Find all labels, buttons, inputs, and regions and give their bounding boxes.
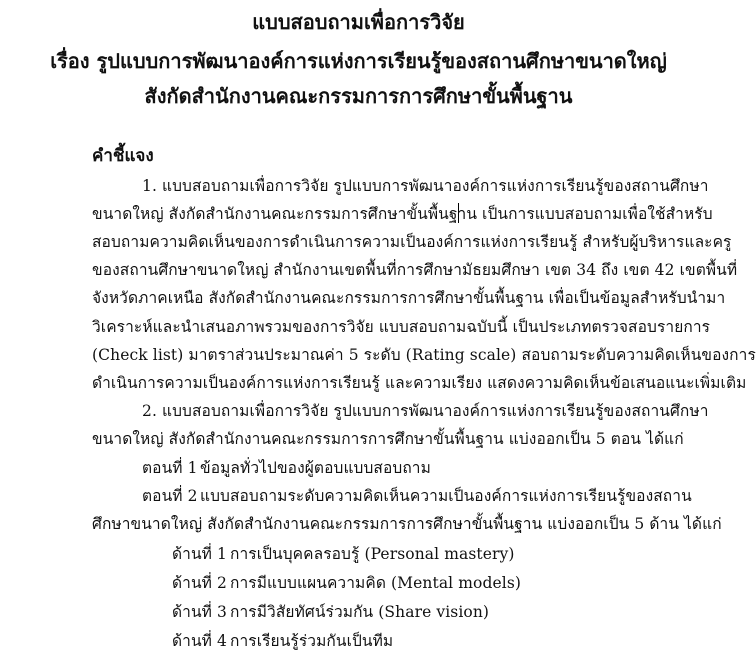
- aspect-text: การเป็นบุคคลรอบรู้ (Personal mastery): [230, 545, 515, 563]
- paragraph1-line: วิเคราะห์และนำเสนอภาพรวมของการวิจัย แบบสอบถามฉบับนี้ เป็นประเภทตรวจสอบรายการ: [92, 318, 711, 336]
- aspect-text: การเรียนรู้ร่วมกันเป็นทีม: [230, 632, 394, 650]
- section-heading-instructions: คำชี้แจง: [92, 146, 154, 166]
- aspect-label: ด้านที่ 1: [172, 545, 227, 563]
- document-subject: เรื่อง รูปแบบการพัฒนาองค์การแห่งการเรียนรู้ของสถานศึกษาขนาดใหญ่: [50, 49, 667, 73]
- part2-continuation: ศึกษาขนาดใหญ่ สังกัดสำนักงานคณะกรรมการการศึกษาขั้นพื้นฐาน แบ่งออกเป็น 5 ด้าน ได้แก่: [92, 515, 722, 533]
- paragraph1-line: สอบถามความคิดเห็นของการดำเนินการความเป็นองค์การแห่งการเรียนรู้ สำหรับผู้บริหารและครู: [92, 233, 732, 251]
- part-label: ตอนที่ 2: [142, 487, 198, 505]
- part-text: แบบสอบถามระดับความคิดเห็นความเป็นองค์การแห่งการเรียนรู้ของสถาน: [200, 487, 692, 505]
- document-title: แบบสอบถามเพื่อการวิจัย: [252, 10, 465, 34]
- aspect-item: [172, 572, 521, 594]
- aspect-item: [172, 601, 489, 623]
- aspect-label: ด้านที่ 4: [172, 632, 227, 650]
- part-item: [142, 485, 692, 507]
- paragraph1-line-with-cursor: [92, 203, 713, 225]
- aspect-item: [172, 543, 515, 565]
- paragraph2-line: 2. แบบสอบถามเพื่อการวิจัย รูปแบบการพัฒนาองค์การแห่งการเรียนรู้ของสถานศึกษา: [142, 402, 709, 420]
- aspect-label: ด้านที่ 2: [172, 574, 227, 592]
- paragraph1-line: (Check list) มาตราส่วนประมาณค่า 5 ระดับ (Rating scale) สอบถามระดับความคิดเห็นของการ: [92, 346, 756, 364]
- aspect-label: ด้านที่ 3: [172, 603, 227, 621]
- document-affiliation: สังกัดสำนักงานคณะกรรมการการศึกษาขั้นพื้นฐาน: [144, 84, 573, 108]
- aspect-text: การมีวิสัยทัศน์ร่วมกัน (Share vision): [230, 603, 490, 621]
- part-label: ตอนที่ 1: [142, 459, 198, 477]
- paragraph1-line: ของสถานศึกษาขนาดใหญ่ สำนักงานเขตพื้นที่การศึกษามัธยมศึกษา เขต 34 ถึง เขต 42 เขตพื้นที่: [92, 261, 738, 279]
- paragraph2-line: ขนาดใหญ่ สังกัดสำนักงานคณะกรรมการการศึกษาขั้นพื้นฐาน แบ่งออกเป็น 5 ตอน ได้แก่: [92, 430, 684, 448]
- paragraph1-line: ดำเนินการความเป็นองค์การแห่งการเรียนรู้ และความเรียง แสดงความคิดเห็นข้อเสนอแนะเพิ่มเติม: [92, 374, 747, 392]
- part-item: [142, 457, 431, 479]
- part-text: ข้อมูลทั่วไปของผู้ตอบแบบสอบถาม: [200, 459, 431, 477]
- paragraph1-line: 1. แบบสอบถามเพื่อการวิจัย รูปแบบการพัฒนาองค์การแห่งการเรียนรู้ของสถานศึกษา: [142, 177, 709, 195]
- aspect-item-partial: [172, 630, 393, 652]
- aspect-text: การมีแบบแผนความคิด (Mental models): [230, 574, 522, 592]
- paragraph1-text-after-cursor: าน เป็นการแบบสอบถามเพื่อใช้สำหรับ: [457, 205, 713, 223]
- paragraph1-line: จังหวัดภาคเหนือ สังกัดสำนักงานคณะกรรมการการศึกษาขั้นพื้นฐาน เพื่อเป็นข้อมูลสำหรับนำมา: [92, 289, 726, 307]
- paragraph1-text-before-cursor: ขนาดใหญ่ สังกัดสำนักงานคณะกรรมการศึกษาขั้นพื้นฐ: [92, 205, 458, 223]
